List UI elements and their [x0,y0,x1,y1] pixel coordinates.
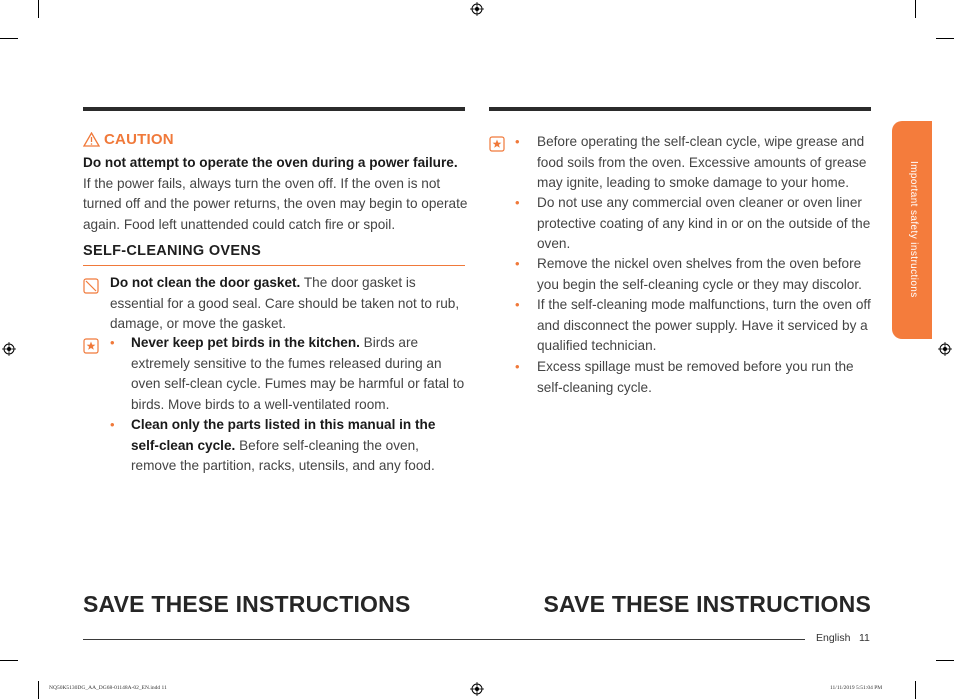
prohibit-icon [83,278,99,294]
caution-paragraph [83,153,468,235]
crop-mark [936,660,954,661]
footer-page-number: 11 [859,632,870,644]
side-tab-label: Important safety instructions [908,161,919,298]
caution-heading [83,131,174,148]
list-item-text: Before self-cleaning the oven, remove the partition, racks, utensils, and any food. [131,437,435,474]
list-item-bold: Never keep pet birds in the kitchen. [131,335,360,350]
registration-mark-icon [470,2,484,16]
list-item-text: Birds are extremely sensitive to the fumes released during an oven self-clean cycle. Fumes may be harmful or fatal to birds. Move birds to a well-ventilated room. [131,335,465,412]
star-box-icon [489,136,505,152]
right-column-rule [489,107,871,111]
registration-mark-icon [470,682,484,696]
list-item [131,415,466,477]
crop-mark [0,38,18,39]
section-underline [83,265,465,266]
footer-rule [83,639,805,640]
save-instructions-right: SAVE THESE INSTRUCTIONS [543,591,871,617]
bullet-marker: • [515,297,520,312]
crop-mark [936,38,954,39]
bullet-marker: • [110,417,115,432]
list-item: Do not use any commercial oven cleaner or oven liner protective coating of any kind in or on the outside of the oven. [537,195,871,252]
caution-bold-text: Do not attempt to operate the oven during a power failure. [83,155,458,170]
section-title: SELF-CLEANING OVENS [83,243,262,259]
list-item: Remove the nickel oven shelves from the oven before you begin the self-cleaning cycle or they may discolor. [537,256,862,292]
crop-mark [0,660,18,661]
crop-mark [38,0,39,18]
slug-timestamp: 11/11/2019 5:51:04 PM [830,685,883,691]
caution-label: CAUTION [104,131,174,148]
list-item: If the self-cleaning mode malfunctions, turn the oven off and disconnect the power supply. Have it serviced by a qualified technician. [537,297,871,354]
bullet-marker: • [515,134,520,149]
slug-file-name: NQ50K5130DG_AA_DG68-01148A-02_EN.indd 11 [49,685,167,691]
prohibit-bold-text: Do not clean the door gasket. [110,275,301,290]
bullet-marker: • [515,359,520,374]
star-box-icon [83,338,99,354]
registration-mark-icon [938,342,952,356]
registration-mark-icon [2,342,16,356]
left-column-rule [83,107,465,111]
bullet-marker: • [110,335,115,350]
list-item-bold: Clean only the parts listed in this manual in the self-clean cycle. [131,417,436,453]
list-item: Before operating the self-clean cycle, wipe grease and food soils from the oven. Excessive amounts of grease may ignite, leading to smoke damage to your home. [537,134,867,191]
caution-body-text: If the power fails, always turn the oven off. If the oven is not turned off and the power returns, the oven may begin to operate again. Food left unattended could catch fire or spoil. [83,175,468,232]
crop-mark [915,681,916,699]
list-item [131,333,466,415]
prohibit-body-text: The door gasket is essential for a good seal. Care should be taken not to rub, damage, or move the gasket. [110,275,460,332]
bullet-marker: • [515,256,520,271]
crop-mark [38,681,39,699]
bullet-marker: • [515,195,520,210]
crop-mark [915,0,916,18]
side-tab [892,121,932,339]
footer-language: English [816,632,851,644]
prohibit-paragraph [110,273,468,335]
warning-triangle-icon [83,132,100,147]
list-item: Excess spillage must be removed before you run the self-cleaning cycle. [537,359,854,395]
save-instructions-left: SAVE THESE INSTRUCTIONS [83,591,411,617]
